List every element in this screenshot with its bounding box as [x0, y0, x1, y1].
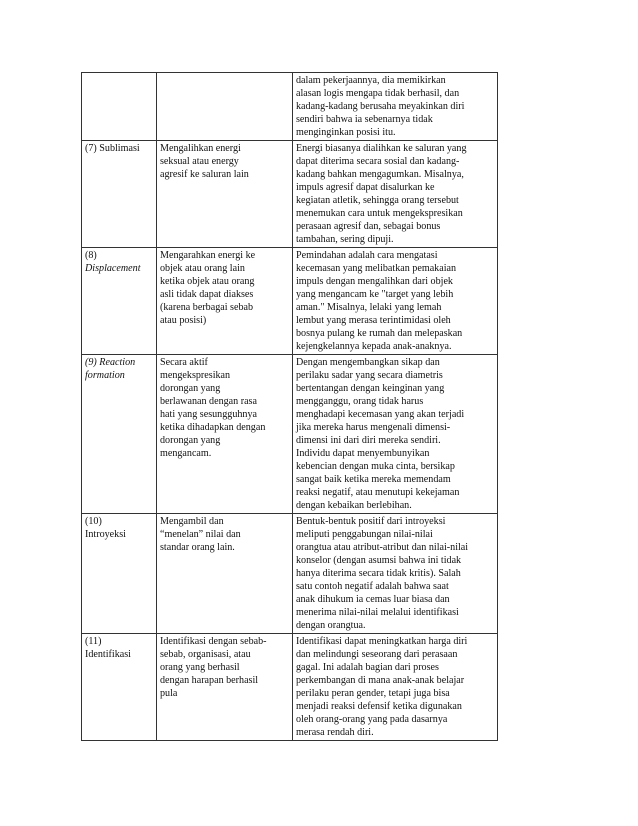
mechanism-description-cell: dalam pekerjaannya, dia memikirkan alasan logis mengapa tidak berhasil, dan kadang-kadang berusaha meyakinkan diri sendiri bahwa ia sebenarnya tidak menginginkan posisi itu. — [293, 73, 498, 141]
mechanism-definition-cell: Mengambil dan “menelan” nilai dan standar orang lain. — [157, 514, 293, 634]
table-row — [82, 514, 498, 634]
mechanism-definition-cell: Mengarahkan energi ke objek atau orang lain ketika objek atau orang asli tidak dapat diakses (karena berbagai sebab atau posisi) — [157, 248, 293, 355]
mechanism-description-cell: Identifikasi dapat meningkatkan harga diri dan melindungi seseorang dari perasaan gagal. Ini adalah bagian dari proses perkembangan di mana anak-anak belajar perilaku peran gender, tetapi juga bisa menjadi reaksi defensif ketika digunakan oleh orang-orang yang pada dasarnya merasa rendah diri. — [293, 634, 498, 741]
mechanism-name-line: formation — [85, 370, 125, 381]
table-body — [82, 73, 498, 741]
mechanism-name-line: (11) — [85, 636, 102, 647]
mechanism-description-cell: Dengan mengembangkan sikap dan perilaku sadar yang secara diametris bertentangan dengan keinginan yang mengganggu, orang tidak harus menghadapi kecemasan yang akan terjadi jika mereka harus mengenali dimensi- dimensi ini dari diri mereka sendiri. Individu dapat menyembunyikan kebencian dengan muka cinta, bersikap sangat baik ketika mereka memendam reaksi negatif, atau menutupi kekejaman dengan kebaikan berlebihan. — [293, 355, 498, 514]
table-row — [82, 634, 498, 741]
mechanism-name-line: (9) Reaction — [85, 357, 136, 368]
mechanism-name-line: Displacement — [85, 263, 141, 274]
mechanism-definition-cell: Mengalihkan energi seksual atau energy agresif ke saluran lain — [157, 141, 293, 248]
table-row — [82, 73, 498, 141]
mechanism-description-cell: Pemindahan adalah cara mengatasi kecemasan yang melibatkan pemakaian impuls dengan mengalihkan dari objek yang mengancam ke "target yang lebih aman." Misalnya, lelaki yang lemah lembut yang merasa terintimidasi oleh bosnya pulang ke rumah dan melepaskan kejengkelannya kepada anak-anaknya. — [293, 248, 498, 355]
mechanism-name-cell — [82, 355, 157, 514]
mechanism-description-cell: Energi biasanya dialihkan ke saluran yang dapat diterima secara sosial dan kadang- kadang bahkan mengagumkan. Misalnya, impuls agresif dapat disalurkan ke kegiatan atletik, sehingga orang tersebut menemukan cara untuk mengekspresikan perasaan agresif dan, sebagai bonus tambahan, sering dipuji. — [293, 141, 498, 248]
mechanism-name-line: (8) — [85, 250, 97, 261]
mechanism-name-cell — [82, 141, 157, 248]
mechanism-definition-cell: Identifikasi dengan sebab- sebab, organisasi, atau orang yang berhasil dengan harapan berhasil pula — [157, 634, 293, 741]
mechanism-name-line: (10) — [85, 516, 102, 527]
mechanism-name-cell — [82, 73, 157, 141]
mechanism-name-cell — [82, 248, 157, 355]
mechanism-name-line: Identifikasi — [85, 649, 131, 660]
mechanism-definition-cell — [157, 73, 293, 141]
table-row — [82, 355, 498, 514]
mechanism-definition-cell: Secara aktif mengekspresikan dorongan yang berlawanan dengan rasa hati yang sesungguhnya ketika dihadapkan dengan dorongan yang mengancam. — [157, 355, 293, 514]
mechanism-name-cell — [82, 514, 157, 634]
defense-mechanisms-table — [81, 72, 498, 741]
table-row — [82, 248, 498, 355]
mechanism-name-line: Introyeksi — [85, 529, 126, 540]
table-row — [82, 141, 498, 248]
mechanism-name-cell — [82, 634, 157, 741]
mechanism-name-line: (7) Sublimasi — [85, 143, 140, 154]
mechanism-description-cell: Bentuk-bentuk positif dari introyeksi meliputi penggabungan nilai-nilai orangtua atau atribut-atribut dan nilai-nilai konselor (dengan asumsi bahwa ini tidak hanya diterima secara tidak kritis). Salah satu contoh negatif adalah bahwa saat anak dihukum ia cemas luar biasa dan menerima nilai-nilai melalui identifikasi dengan orangtua. — [293, 514, 498, 634]
